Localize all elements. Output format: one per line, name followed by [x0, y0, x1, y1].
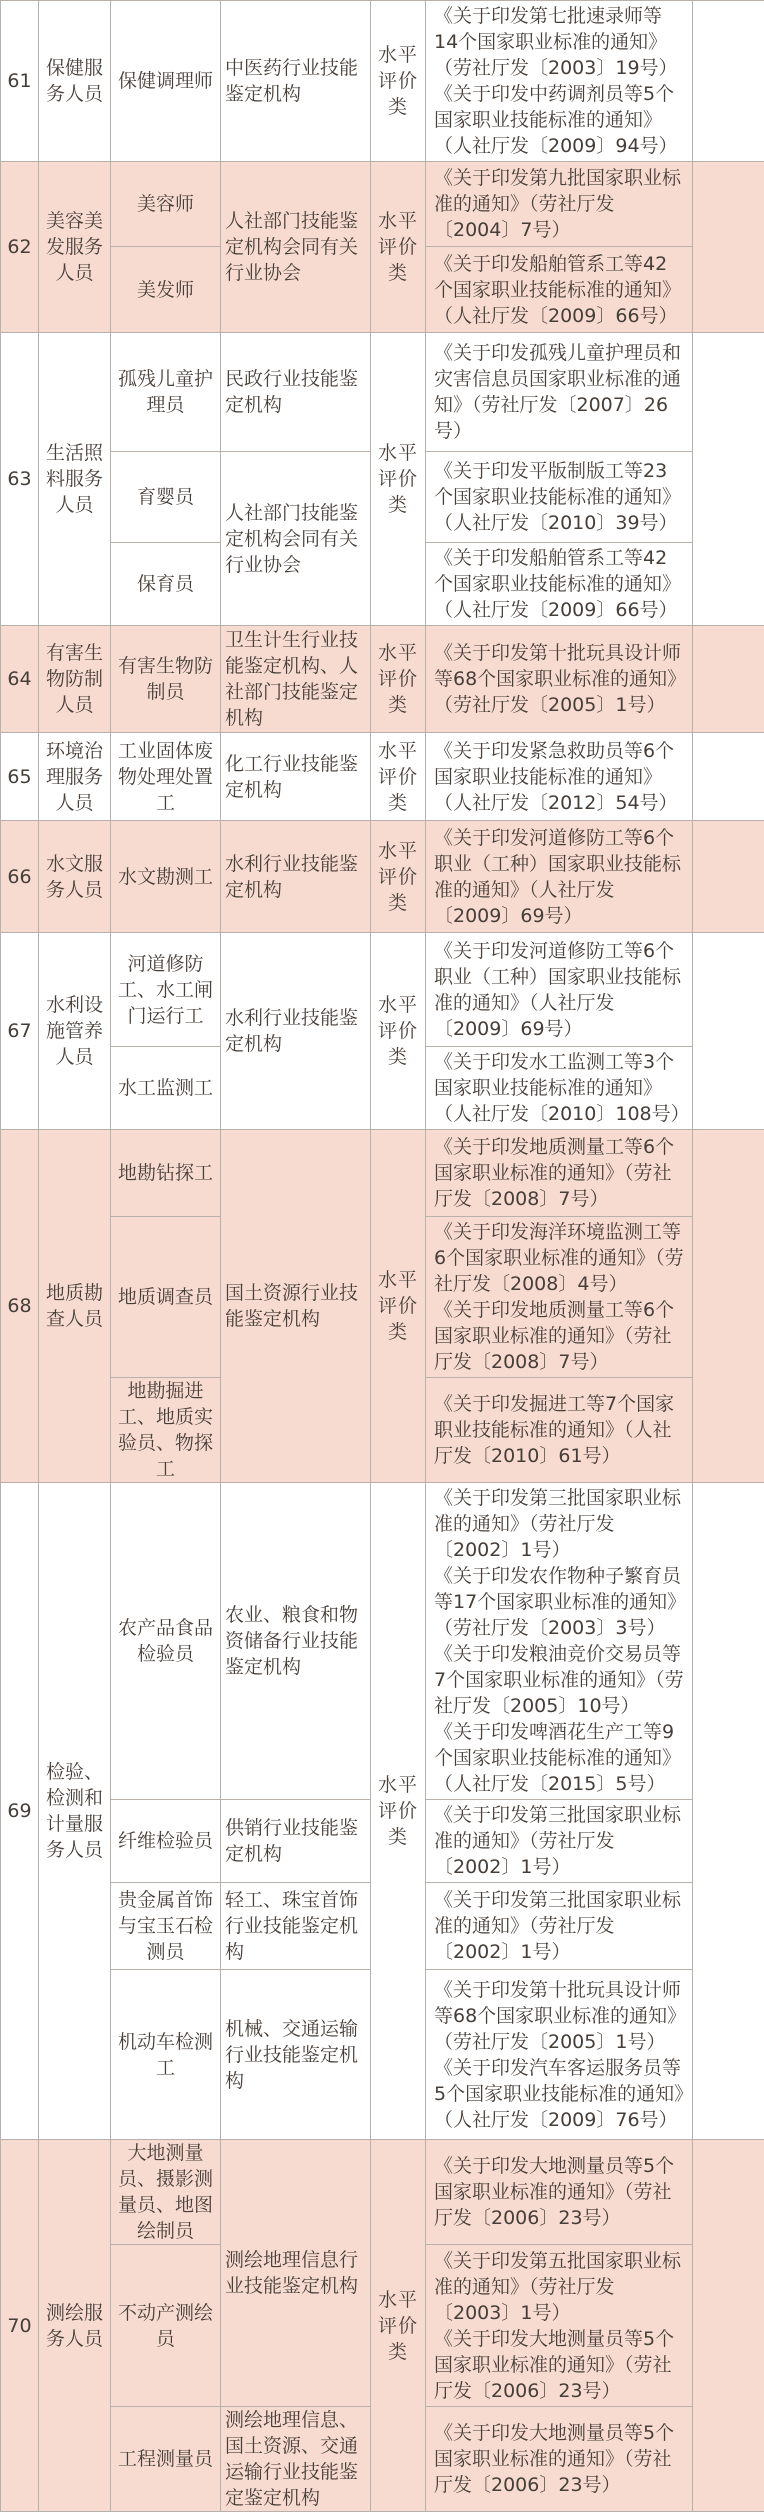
spacer-cell — [693, 1, 764, 162]
notice-text: 《关于印发河道修防工等6个职业（工种）国家职业技能标准的通知》（人社厅发〔2009〕69号） — [434, 825, 686, 929]
org-cell: 轻工、珠宝首饰行业技能鉴定机构 — [221, 1883, 371, 1970]
table-row — [1, 626, 764, 733]
basis-cell — [426, 2140, 693, 2245]
org-cell: 国土资源行业技能鉴定机构 — [221, 1130, 371, 1483]
occupation-cell: 保育员 — [111, 543, 221, 626]
notice-text: 《关于印发平版制版工等23个国家职业技能标准的通知》（人社厅发〔2010〕39号） — [434, 458, 686, 536]
notice-text: 《关于印发地质测量工等6个国家职业标准的通知》（劳社厅发〔2008〕7号） — [434, 1134, 686, 1212]
table-row — [1, 162, 764, 247]
org-cell: 测绘地理信息、国土资源、交通运输行业技能鉴定鉴定机构 — [221, 2407, 371, 2512]
basis-cell — [426, 1130, 693, 1217]
spacer-cell — [693, 333, 764, 626]
org-cell: 卫生计生行业技能鉴定机构、人社部门技能鉴定机构 — [221, 626, 371, 733]
basis-cell — [426, 452, 693, 543]
basis-cell — [426, 1970, 693, 2140]
occupation-cell: 机动车检测工 — [111, 1970, 221, 2140]
category-cell: 环境治理服务人员 — [39, 733, 111, 821]
basis-cell — [426, 1883, 693, 1970]
row-group-69 — [1, 1483, 764, 2140]
notice-text: 《关于印发孤残儿童护理员和灾害信息员国家职业标准的通知》（劳社厅发〔2007〕26号） — [434, 340, 686, 444]
notice-text: 《关于印发第七批速录师等14个国家职业标准的通知》（劳社厅发〔2003〕19号） — [434, 3, 686, 81]
occupation-cell: 农产品食品检验员 — [111, 1483, 221, 1800]
type-cell: 水平评价类 — [371, 821, 426, 933]
notice-text: 《关于印发第十批玩具设计师等68个国家职业标准的通知》（劳社厅发〔2005〕1号） — [434, 640, 686, 718]
occupation-cell: 地勘掘进工、地质实验员、物探工 — [111, 1378, 221, 1483]
basis-cell — [426, 2245, 693, 2407]
org-cell: 化工行业技能鉴定机构 — [221, 733, 371, 821]
category-cell: 美容美发服务人员 — [39, 162, 111, 333]
occupation-cell: 工业固体废物处理处置工 — [111, 733, 221, 821]
category-cell: 水文服务人员 — [39, 821, 111, 933]
occupation-cell: 保健调理师 — [111, 1, 221, 162]
spacer-cell — [693, 1130, 764, 1483]
org-cell: 测绘地理信息行业技能鉴定机构 — [221, 2140, 371, 2407]
spacer-cell — [693, 733, 764, 821]
no-cell: 63 — [1, 333, 39, 626]
spacer-cell — [693, 933, 764, 1130]
org-cell: 中医药行业技能鉴定机构 — [221, 1, 371, 162]
org-cell: 人社部门技能鉴定机构会同有关行业协会 — [221, 452, 371, 626]
notice-text: 《关于印发粮油竞价交易员等7个国家职业标准的通知》（劳社厅发〔2005〕10号） — [434, 1641, 686, 1719]
category-cell: 地质勘查人员 — [39, 1130, 111, 1483]
org-cell: 机械、交通运输行业技能鉴定机构 — [221, 1970, 371, 2140]
notice-text: 《关于印发中药调剂员等5个国家职业技能标准的通知》（人社厅发〔2009〕94号） — [434, 81, 686, 159]
notice-text: 《关于印发大地测量员等5个国家职业标准的通知》（劳社厅发〔2006〕23号） — [434, 2326, 686, 2404]
notice-text: 《关于印发大地测量员等5个国家职业标准的通知》（劳社厅发〔2006〕23号） — [434, 2420, 686, 2498]
occupation-cell: 贵金属首饰与宝玉石检测员 — [111, 1883, 221, 1970]
occupation-cell: 育婴员 — [111, 452, 221, 543]
table-row — [1, 2140, 764, 2245]
occupation-cell: 地勘钻探工 — [111, 1130, 221, 1217]
type-cell: 水平评价类 — [371, 333, 426, 626]
basis-cell — [426, 626, 693, 733]
spacer-cell — [693, 2140, 764, 2512]
no-cell: 67 — [1, 933, 39, 1130]
spacer-cell — [693, 162, 764, 333]
notice-text: 《关于印发第三批国家职业标准的通知》（劳社厅发〔2002〕1号） — [434, 1802, 686, 1880]
notice-text: 《关于印发第三批国家职业标准的通知》（劳社厅发〔2002〕1号） — [434, 1887, 686, 1965]
spacer-cell — [693, 821, 764, 933]
notice-text: 《关于印发第三批国家职业标准的通知》（劳社厅发〔2002〕1号） — [434, 1485, 686, 1563]
notice-text: 《关于印发汽车客运服务员等5个国家职业技能标准的通知》（人社厅发〔2009〕76号） — [434, 2055, 686, 2133]
row-group-66 — [1, 821, 764, 933]
spacer-cell — [693, 626, 764, 733]
category-cell: 生活照料服务人员 — [39, 333, 111, 626]
notice-text: 《关于印发水工监测工等3个国家职业技能标准的通知》（人社厅发〔2010〕108号） — [434, 1049, 686, 1127]
type-cell: 水平评价类 — [371, 933, 426, 1130]
notice-text: 《关于印发啤酒花生产工等9个国家职业技能标准的通知》（人社厅发〔2015〕5号） — [434, 1719, 686, 1797]
basis-cell — [426, 1217, 693, 1378]
occupation-cell: 工程测量员 — [111, 2407, 221, 2512]
occupation-cell: 不动产测绘员 — [111, 2245, 221, 2407]
occupation-cell: 水文勘测工 — [111, 821, 221, 933]
basis-cell — [426, 821, 693, 933]
category-cell: 保健服务人员 — [39, 1, 111, 162]
type-cell: 水平评价类 — [371, 733, 426, 821]
occupation-cell: 美容师 — [111, 162, 221, 247]
occupation-cell: 地质调查员 — [111, 1217, 221, 1378]
type-cell: 水平评价类 — [371, 1, 426, 162]
occupation-cell: 河道修防工、水工闸门运行工 — [111, 933, 221, 1047]
org-cell: 供销行业技能鉴定机构 — [221, 1800, 371, 1883]
basis-cell — [426, 1047, 693, 1130]
occupation-cell: 有害生物防制员 — [111, 626, 221, 733]
notice-text: 《关于印发第五批国家职业标准的通知》（劳社厅发〔2003〕1号） — [434, 2248, 686, 2326]
table-row — [1, 1, 764, 162]
row-group-63 — [1, 333, 764, 626]
row-group-70 — [1, 2140, 764, 2512]
basis-cell — [426, 733, 693, 821]
notice-text: 《关于印发掘进工等7个国家职业技能标准的通知》（人社厅发〔2010〕61号） — [434, 1391, 686, 1469]
table-row — [1, 333, 764, 452]
notice-text: 《关于印发紧急救助员等6个国家职业技能标准的通知》（人社厅发〔2012〕54号） — [434, 738, 686, 816]
notice-text: 《关于印发第九批国家职业标准的通知》（劳社厅发〔2004〕7号） — [434, 165, 686, 243]
notice-text: 《关于印发大地测量员等5个国家职业标准的通知》（劳社厅发〔2006〕23号） — [434, 2153, 686, 2231]
basis-cell — [426, 247, 693, 333]
org-cell: 水利行业技能鉴定机构 — [221, 821, 371, 933]
notice-text: 《关于印发地质测量工等6个国家职业标准的通知》（劳社厅发〔2008〕7号） — [434, 1297, 686, 1375]
table-row — [1, 733, 764, 821]
no-cell: 61 — [1, 1, 39, 162]
basis-cell — [426, 2407, 693, 2512]
category-cell: 测绘服务人员 — [39, 2140, 111, 2512]
occupation-cell: 美发师 — [111, 247, 221, 333]
occupation-cell: 大地测量员、摄影测量员、地图绘制员 — [111, 2140, 221, 2245]
row-group-62 — [1, 162, 764, 333]
occupation-cell: 纤维检验员 — [111, 1800, 221, 1883]
type-cell: 水平评价类 — [371, 2140, 426, 2512]
table-row — [1, 1130, 764, 1217]
basis-cell — [426, 162, 693, 247]
org-cell: 水利行业技能鉴定机构 — [221, 933, 371, 1130]
org-cell: 农业、粮食和物资储备行业技能鉴定机构 — [221, 1483, 371, 1800]
type-cell: 水平评价类 — [371, 1130, 426, 1483]
no-cell: 69 — [1, 1483, 39, 2140]
notice-text: 《关于印发第十批玩具设计师等68个国家职业标准的通知》（劳社厅发〔2005〕1号） — [434, 1977, 686, 2055]
basis-cell — [426, 1800, 693, 1883]
basis-cell — [426, 333, 693, 452]
notice-text: 《关于印发农作物种子繁育员等17个国家职业标准的通知》（劳社厅发〔2003〕3号） — [434, 1563, 686, 1641]
notice-text: 《关于印发船舶管系工等42个国家职业技能标准的通知》（人社厅发〔2009〕66号） — [434, 251, 686, 329]
basis-cell — [426, 1378, 693, 1483]
basis-cell — [426, 933, 693, 1047]
type-cell: 水平评价类 — [371, 162, 426, 333]
no-cell: 64 — [1, 626, 39, 733]
no-cell: 62 — [1, 162, 39, 333]
basis-cell — [426, 543, 693, 626]
table-row — [1, 1483, 764, 1800]
notice-text: 《关于印发船舶管系工等42个国家职业技能标准的通知》（人社厅发〔2009〕66号） — [434, 545, 686, 623]
spacer-cell — [693, 1483, 764, 2140]
type-cell: 水平评价类 — [371, 1483, 426, 2140]
no-cell: 66 — [1, 821, 39, 933]
type-cell: 水平评价类 — [371, 626, 426, 733]
occupation-cell: 孤残儿童护理员 — [111, 333, 221, 452]
org-cell: 民政行业技能鉴定机构 — [221, 333, 371, 452]
row-group-68 — [1, 1130, 764, 1483]
table-row — [1, 821, 764, 933]
notice-text: 《关于印发海洋环境监测工等6个国家职业标准的通知》（劳社厅发〔2008〕4号） — [434, 1219, 686, 1297]
basis-cell — [426, 1483, 693, 1800]
org-cell: 人社部门技能鉴定机构会同有关行业协会 — [221, 162, 371, 333]
row-group-67 — [1, 933, 764, 1130]
row-group-61 — [1, 1, 764, 162]
no-cell: 65 — [1, 733, 39, 821]
row-group-64 — [1, 626, 764, 733]
category-cell: 有害生物防制人员 — [39, 626, 111, 733]
row-group-65 — [1, 733, 764, 821]
category-cell: 水利设施管养人员 — [39, 933, 111, 1130]
occupation-cell: 水工监测工 — [111, 1047, 221, 1130]
basis-cell — [426, 1, 693, 162]
no-cell: 68 — [1, 1130, 39, 1483]
no-cell: 70 — [1, 2140, 39, 2512]
category-cell: 检验、检测和计量服务人员 — [39, 1483, 111, 2140]
notice-text: 《关于印发河道修防工等6个职业（工种）国家职业技能标准的通知》（人社厅发〔2009〕69号） — [434, 938, 686, 1042]
table-row — [1, 933, 764, 1047]
